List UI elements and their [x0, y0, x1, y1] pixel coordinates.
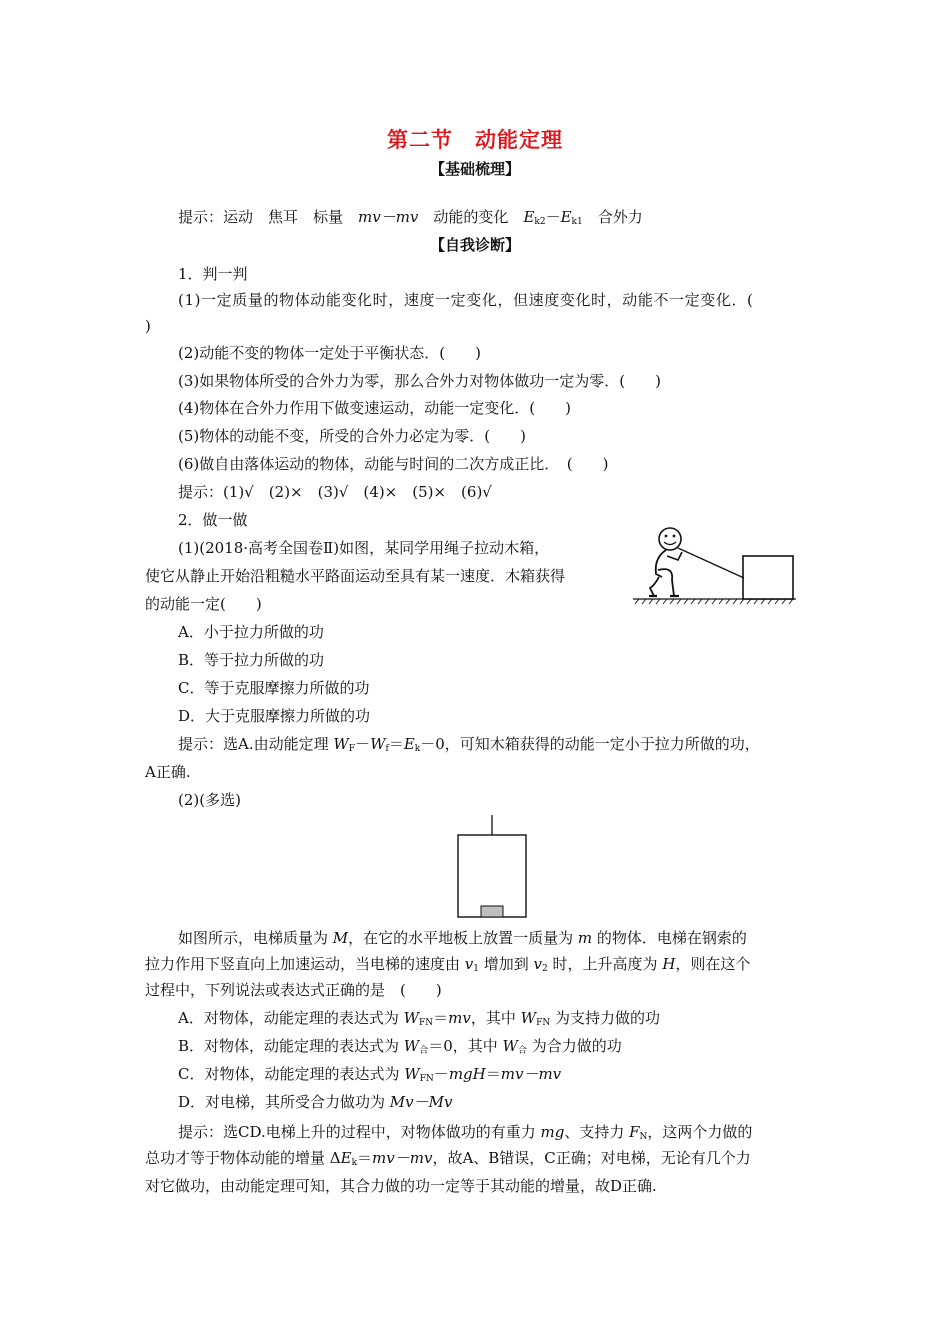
problem-1-option-b: B．等于拉力所做的功: [178, 651, 325, 669]
judge-answers: 提示：(1)√ (2)× (3)√ (4)× (5)× (6)√: [178, 483, 492, 501]
problem-2-answer-line-3: 对它做功，由动能定理可知，其合力做的功一定等于其动能的增量，故D正确.: [145, 1177, 657, 1195]
problem-1-option-d: D．大于克服摩擦力所做的功: [178, 707, 371, 725]
problem-2-stem-line-2: 拉力作用下竖直向上加速运动，当电梯的速度由 $v_1$ 增加到 $v_2$ 时，上升高度为 H，则在这个: [145, 955, 751, 974]
judge-item-5: (5)物体的动能不变，所受的合外力必定为零．( ): [178, 427, 526, 445]
self-diagnosis-heading: 【自我诊断】: [429, 236, 520, 254]
problem-2-option-d: D．对电梯，其所受合力做功为 Mv－Mv: [178, 1093, 453, 1111]
judge-item-1-tail: ): [145, 317, 151, 335]
problem-1-option-c: C．等于克服摩擦力所做的功: [178, 679, 370, 697]
judge-item-4: (4)物体在合外力作用下做变速运动，动能一定变化．( ): [178, 399, 571, 417]
hint-basics: 提示：运动 焦耳 标量 mv－mv 动能的变化 $E_{k2}-E_{k1}$ 合外力: [178, 208, 643, 227]
pulling-box-figure: [630, 522, 800, 608]
problem-2-stem-line-1: 如图所示，电梯质量为 M，在它的水平地板上放置一质量为 m 的物体．电梯在钢索的: [178, 929, 747, 947]
problem-1-answer-tail: A正确.: [145, 763, 191, 781]
question-2-title: 2．做一做: [178, 511, 248, 529]
problem-1-option-a: A．小于拉力所做的功: [178, 623, 324, 641]
problem-1-answer: 提示：选A.由动能定理 $W_F-W_f=E_k-0$，可知木箱获得的动能一定小于拉力所做的功，: [178, 735, 760, 754]
problem-2-answer-line-2: 总功才等于物体动能的增量 $\Delta E_k=mv-mv$，故A、B错误，C正确；对电梯，无论有几个力: [145, 1149, 751, 1168]
elevator-figure: [455, 813, 530, 921]
judge-item-6: (6)做自由落体运动的物体，动能与时间的二次方成正比． ( ): [178, 455, 609, 473]
problem-2-label: (2)(多选): [178, 791, 241, 809]
basics-heading: 【基础梳理】: [429, 160, 520, 178]
problem-1-line-1: (1)(2018·高考全国卷Ⅱ)如图，某同学用绳子拉动木箱，: [178, 539, 550, 557]
judge-item-2: (2)动能不变的物体一定处于平衡状态．( ): [178, 344, 481, 362]
problem-2-stem-line-3: 过程中，下列说法或表达式正确的是 ( ): [145, 981, 442, 999]
judge-item-3: (3)如果物体所受的合外力为零，那么合外力对物体做功一定为零．( ): [178, 372, 661, 390]
page-title: 第二节 动能定理: [387, 127, 563, 152]
problem-1-line-2: 使它从静止开始沿粗糙水平路面运动至具有某一速度．木箱获得: [145, 567, 566, 585]
problem-2-option-c: C．对物体，动能定理的表达式为 $W_{FN}-mgH=mv-mv$: [178, 1065, 562, 1084]
problem-2-answer-line-1: 提示：选CD.电梯上升的过程中，对物体做功的有重力 mg、支持力 $F_N$，这两个力做的: [178, 1123, 753, 1142]
problem-1-line-3: 的动能一定( ): [145, 595, 262, 613]
judge-item-1: (1)一定质量的物体动能变化时，速度一定变化，但速度变化时，动能不一定变化．(: [178, 291, 754, 309]
problem-2-option-a: A．对物体，动能定理的表达式为 $W_{FN}=mv$，其中 $W_{FN}$ 为支持力做的功: [178, 1009, 660, 1028]
question-1-title: 1．判一判: [178, 265, 248, 283]
problem-2-option-b: B．对物体，动能定理的表达式为 $W_合=0$，其中 $W_合$ 为合力做的功: [178, 1037, 622, 1056]
